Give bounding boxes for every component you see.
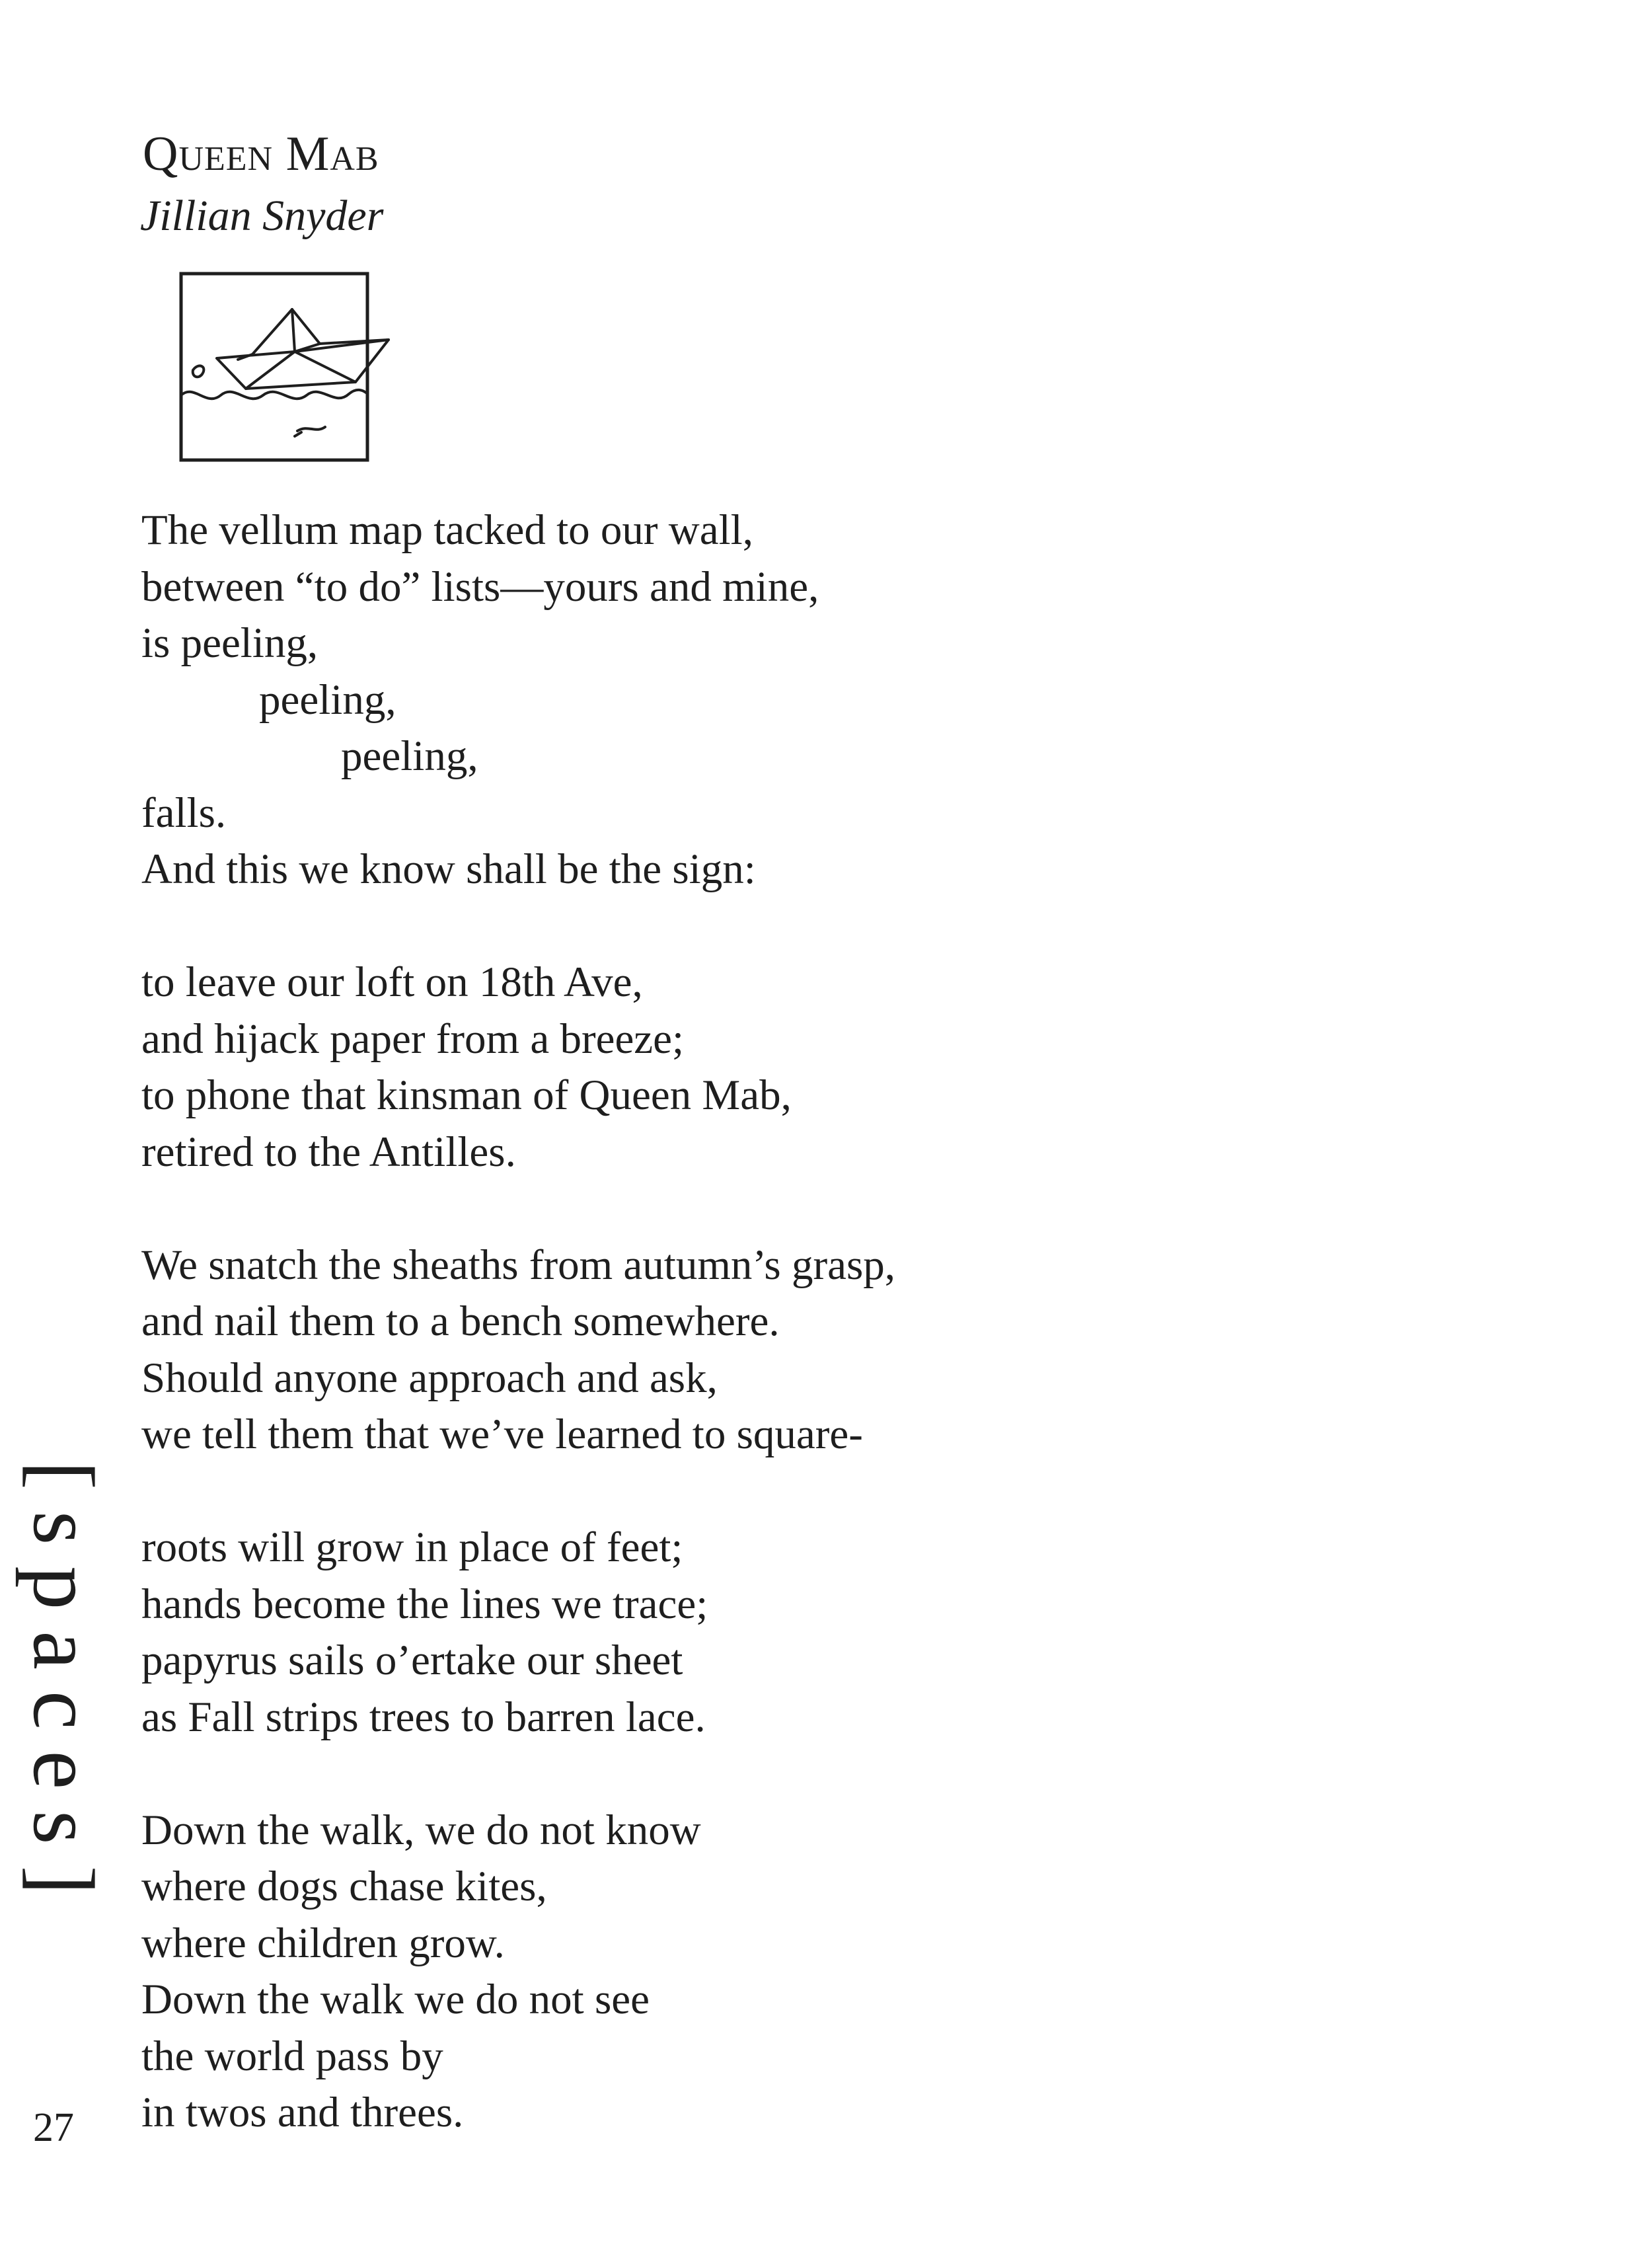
poem-line: as Fall strips trees to barren lace. <box>141 1693 706 1741</box>
poem-line: papyrus sails o’ertake our sheet <box>141 1637 683 1684</box>
poem-line: to phone that kinsman of Queen Mab, <box>141 1071 792 1119</box>
poem-line: to leave our loft on 18th Ave, <box>141 958 643 1006</box>
poem-author: Jillian Snyder <box>140 192 384 240</box>
poem-line: where children grow. <box>141 1919 505 1967</box>
stanza-5 <box>141 1802 895 2142</box>
poem-line: falls. <box>141 789 227 837</box>
stanza-3 <box>141 1237 895 1463</box>
poem-line: in twos and threes. <box>141 2089 464 2136</box>
stanza-4 <box>141 1520 895 1746</box>
poem-line: hands become the lines we trace; <box>141 1580 708 1628</box>
poem-line: The vellum map tacked to our wall, <box>141 506 753 554</box>
poem-line: Down the walk we do not see <box>141 1976 650 2023</box>
poem-line: retired to the Antilles. <box>141 1128 516 1176</box>
poem-line: and nail them to a bench somewhere. <box>141 1297 780 1345</box>
poem-title: Queen Mab <box>143 127 379 181</box>
poem-line: And this we know shall be the sign: <box>141 845 756 893</box>
stanza-2 <box>141 954 895 1181</box>
paper-boat-icon <box>178 271 390 469</box>
poem-body <box>141 502 895 2142</box>
poem-line: Should anyone approach and ask, <box>141 1354 718 1402</box>
poem-line: roots will grow in place of feet; <box>141 1524 683 1571</box>
poem-line: between “to do” lists—yours and mine, <box>141 562 819 611</box>
poem-line: we tell them that we’ve learned to square- <box>141 1411 863 1458</box>
poem-line: is peeling, <box>141 619 319 667</box>
poem-line: peeling, <box>259 676 396 724</box>
side-label-text: [spaces] <box>15 1461 112 1916</box>
stanza-1 <box>141 502 895 898</box>
poem-line: peeling, <box>341 732 478 780</box>
poem-line: and hijack paper from a breeze; <box>141 1015 685 1063</box>
poem-line: We snatch the sheaths from autumn’s grasp, <box>141 1241 896 1289</box>
poem-line: the world pass by <box>141 2032 443 2080</box>
poem-line: where dogs chase kites, <box>141 1863 547 1910</box>
poem-line: Down the walk, we do not know <box>141 1806 701 1854</box>
page-number: 27 <box>33 2105 74 2150</box>
journal-side-label <box>15 1461 124 2075</box>
